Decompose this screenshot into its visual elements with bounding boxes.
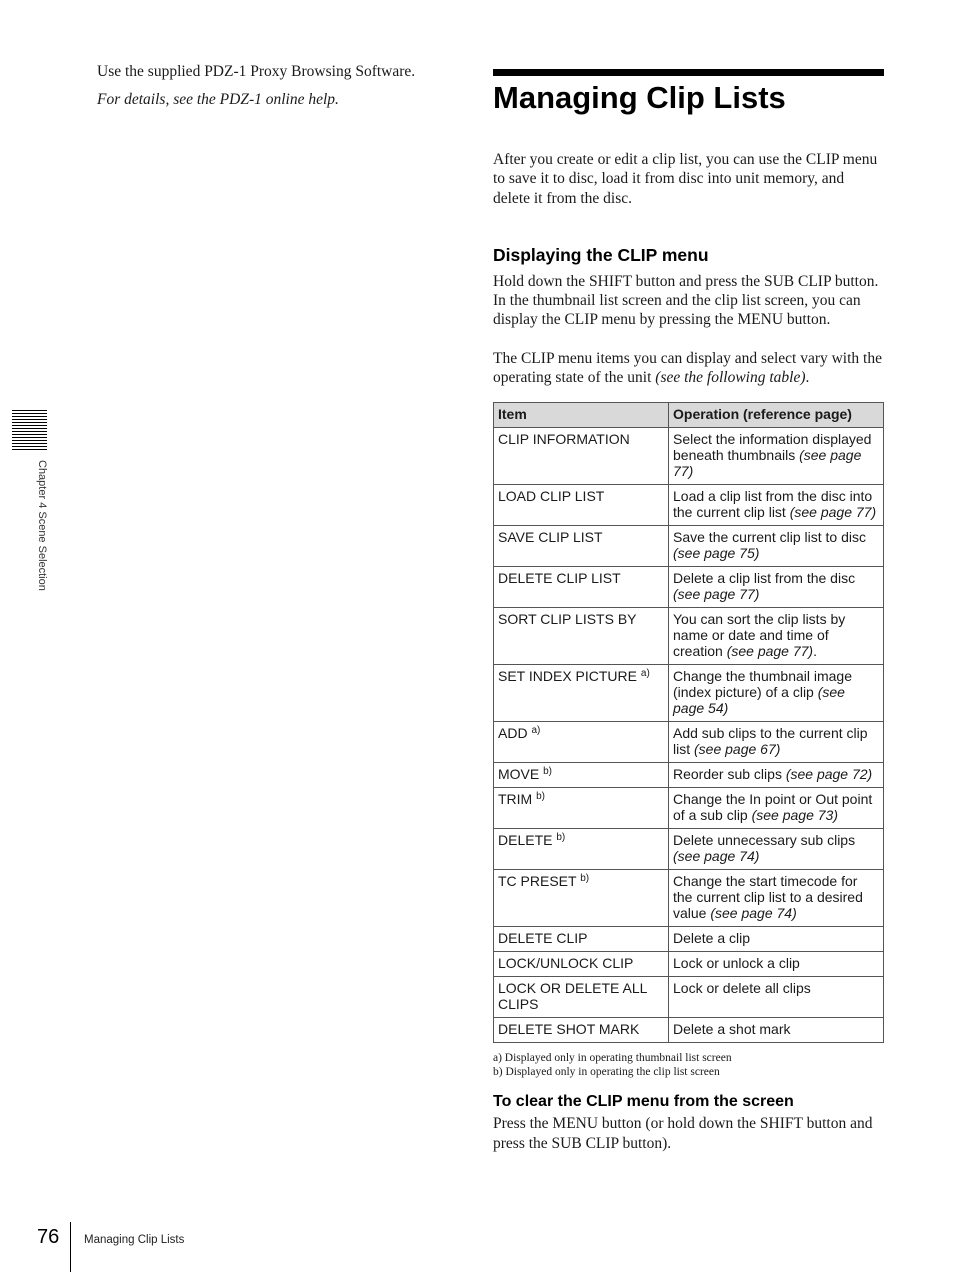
operation-text: Add sub clips to the current clip list (673, 725, 868, 758)
operation-cell (669, 927, 884, 952)
operation-text: Delete a shot mark (673, 1021, 791, 1038)
item-cell (494, 608, 669, 665)
footnote-marker: b) (580, 873, 590, 885)
table-body (494, 428, 884, 1043)
header-item: Item (494, 403, 669, 428)
footnotes (493, 1051, 884, 1079)
item-cell (494, 870, 669, 927)
clear-heading: To clear the CLIP menu from the screen (493, 1093, 794, 1111)
paragraph-reference: (see the following table) (655, 369, 806, 387)
operation-cell (669, 788, 884, 829)
page-reference: (see page 67) (694, 741, 781, 758)
item-label: DELETE (498, 832, 553, 849)
section-paragraph-2 (493, 349, 884, 388)
operation-cell (669, 1018, 884, 1043)
header-operation: Operation (reference page) (669, 403, 884, 428)
operation-text: You can sort the clip lists by name or date and time of creation (673, 611, 846, 660)
item-label: MOVE (498, 766, 540, 783)
chapter-tab-marker (12, 410, 47, 452)
operation-text: Delete unnecessary sub clips (673, 832, 856, 849)
page-reference: (see page 73) (751, 807, 839, 824)
page-reference: (see page 75) (673, 545, 760, 562)
left-column (97, 62, 467, 110)
operation-cell (669, 485, 884, 526)
item-cell (494, 788, 669, 829)
operation-cell (669, 665, 884, 722)
table-row (494, 428, 884, 485)
table-row (494, 927, 884, 952)
footnote-marker: a) (640, 668, 650, 680)
item-label: DELETE CLIP (498, 930, 588, 947)
operation-text: Delete a clip (673, 930, 751, 947)
main-column (493, 150, 884, 1153)
page-reference: (see page 72) (785, 766, 873, 783)
clip-menu-table (493, 402, 884, 1043)
footer-rule (70, 1222, 71, 1272)
paragraph-text: The CLIP menu items you can display and select vary with the operating state of the unit (493, 349, 882, 387)
item-cell (494, 829, 669, 870)
item-cell (494, 1018, 669, 1043)
item-label: SET INDEX PICTURE (498, 668, 637, 685)
table-row (494, 952, 884, 977)
page-reference: (see page 74) (710, 905, 797, 922)
footnote-a: a) Displayed only in operating thumbnail list screen (493, 1052, 732, 1065)
operation-cell (669, 952, 884, 977)
table-header-row (494, 403, 884, 428)
item-cell (494, 763, 669, 788)
item-cell (494, 428, 669, 485)
operation-cell (669, 870, 884, 927)
footnote-marker: a) (531, 725, 541, 737)
operation-text: Load a clip list from the disc into the current clip list (673, 488, 873, 521)
operation-cell (669, 977, 884, 1018)
operation-cell (669, 428, 884, 485)
item-label: DELETE SHOT MARK (498, 1021, 640, 1038)
item-cell (494, 526, 669, 567)
footer-label: Managing Clip Lists (84, 1234, 185, 1246)
item-cell (494, 952, 669, 977)
operation-tail: . (813, 643, 817, 660)
left-note: Use the supplied PDZ-1 Proxy Browsing Software. (97, 63, 416, 80)
operation-cell (669, 608, 884, 665)
paragraph-gap (493, 330, 884, 349)
section-paragraph-1b: In the thumbnail list screen and the clip list screen, you can display the CLIP menu by pressing the MENU button. (493, 292, 861, 329)
table-row (494, 722, 884, 763)
table-row (494, 567, 884, 608)
footnote-marker: b) (556, 832, 566, 844)
page-reference: (see page 54) (673, 684, 845, 717)
paragraph-tail: . (805, 369, 810, 387)
operation-text: Select the information displayed beneath thumbnails (673, 431, 872, 464)
operation-cell (669, 722, 884, 763)
chapter-side-label: Chapter 4 Scene Selection (36, 460, 48, 591)
operation-text: Save the current clip list to disc (673, 529, 866, 546)
operation-text: Change the In point or Out point of a sub clip (673, 791, 873, 824)
item-cell (494, 722, 669, 763)
footnote-marker: b) (543, 766, 553, 778)
table-row (494, 1018, 884, 1043)
title-rule (493, 69, 884, 76)
operation-cell (669, 567, 884, 608)
page-title: Managing Clip Lists (493, 80, 786, 115)
left-note-reference: For details, see the PDZ-1 online help. (97, 91, 339, 108)
item-label: LOCK/UNLOCK CLIP (498, 955, 634, 972)
operation-text: Change the thumbnail image (index picture) of a clip (673, 668, 853, 701)
table-row (494, 829, 884, 870)
operation-text: Reorder sub clips (673, 766, 786, 783)
table-row (494, 788, 884, 829)
table-row (494, 870, 884, 927)
page-reference: (see page 74) (673, 848, 760, 865)
operation-text: Lock or unlock a clip (673, 955, 800, 972)
item-label: ADD (498, 725, 528, 742)
operation-text: Delete a clip list from the disc (673, 570, 856, 587)
item-label: LOCK OR DELETE ALL CLIPS (498, 980, 647, 1013)
table-row (494, 977, 884, 1018)
item-label: LOAD CLIP LIST (498, 488, 605, 505)
item-label: TRIM (498, 791, 533, 808)
table-row (494, 526, 884, 567)
item-label: TC PRESET (498, 873, 577, 890)
table-row (494, 608, 884, 665)
operation-cell (669, 526, 884, 567)
item-label: CLIP INFORMATION (498, 431, 630, 448)
table-row (494, 763, 884, 788)
section-paragraph-1a: Hold down the SHIFT button and press the SUB CLIP button. (493, 272, 879, 290)
footnote-b: b) Displayed only in operating the clip list screen (493, 1066, 720, 1079)
section-heading: Displaying the CLIP menu (493, 244, 709, 265)
item-label: SAVE CLIP LIST (498, 529, 603, 546)
item-cell (494, 927, 669, 952)
operation-text: Lock or delete all clips (673, 980, 811, 997)
table-row (494, 485, 884, 526)
item-cell (494, 567, 669, 608)
intro-paragraph: After you create or edit a clip list, you can use the CLIP menu to save it to disc, load it from disc into unit memory, and delete it from the disc. (493, 151, 878, 207)
operation-cell (669, 829, 884, 870)
item-label: SORT CLIP LISTS BY (498, 611, 637, 628)
table-row (494, 665, 884, 722)
operation-cell (669, 763, 884, 788)
clear-paragraph: Press the MENU button (or hold down the SHIFT button and press the SUB CLIP button). (493, 1115, 873, 1152)
item-cell (494, 977, 669, 1018)
item-cell (494, 665, 669, 722)
page-number: 76 (37, 1226, 60, 1248)
page-reference: (see page 77) (789, 504, 877, 521)
item-cell (494, 485, 669, 526)
item-label: DELETE CLIP LIST (498, 570, 621, 587)
operation-text: Change the start timecode for the current clip list to a desired value (673, 873, 863, 922)
page-reference: (see page 77) (673, 447, 862, 480)
page-reference: (see page 77) (726, 643, 814, 660)
footnote-marker: b) (536, 791, 546, 803)
page-reference: (see page 77) (673, 586, 760, 603)
